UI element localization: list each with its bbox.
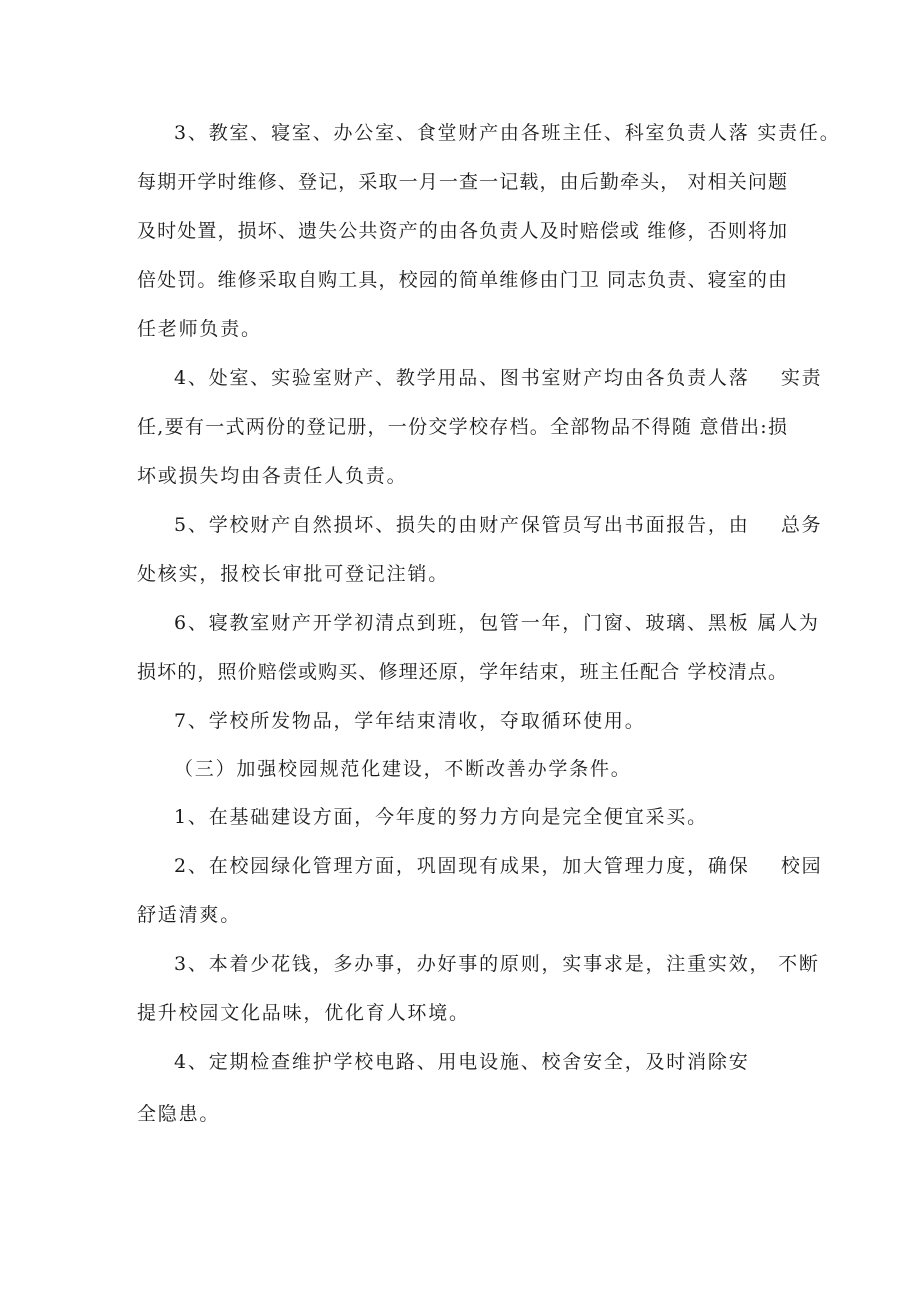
text-line: 及时处置，损坏、遗失公共资产的由各负责人及时赔偿或 维修，否则将加 — [137, 220, 787, 242]
text-line: 7、学校所发物品，学年结束清收，夺取循环使用。 — [174, 710, 646, 732]
text-line: 1、在基础建设方面，今年度的努力方向是完全便宜采买。 — [174, 806, 708, 828]
section-heading: （三）加强校园规范化建设，不断改善办学条件。 — [174, 758, 632, 780]
text-line: 5、学校财产自然损坏、损失的由财产保管员写出书面报告，由 总务 — [174, 514, 823, 536]
text-line: 3、教室、寝室、办公室、食堂财产由各班主任、科室负责人落 实责任。 — [174, 122, 841, 144]
text-line: 坏或损失均由各责任人负责。 — [137, 465, 408, 487]
text-line: 4、处室、实验室财产、教学用品、图书室财产均由各负责人落 实责 — [174, 367, 823, 389]
text-line: 任老师负责。 — [137, 318, 262, 340]
text-line: 6、寝教室财产开学初清点到班，包管一年，门窗、玻璃、黑板 属人为 — [174, 612, 820, 634]
text-line: 提升校园文化品味，优化育人环境。 — [137, 1002, 470, 1024]
text-line: 3、本着少花钱，多办事，办好事的原则，实事求是，注重实效， 不断 — [174, 953, 820, 975]
text-line: 每期开学时维修、登记，采取一月一查一记载，由后勤牵头， 对相关问题 — [137, 171, 787, 193]
text-line: 损坏的，照价赔偿或购买、修理还原，学年结束，班主任配合 学校清点。 — [137, 661, 787, 683]
text-line: 4、定期检查维护学校电路、用电设施、校舍安全，及时消除安 — [174, 1051, 750, 1073]
text-line: 2、在校园绿化管理方面，巩固现有成果，加大管理力度，确保 校园 — [174, 855, 823, 877]
text-line: 倍处罚。维修采取自购工具，校园的简单维修由门卫 同志负责、寝室的由 — [137, 269, 787, 291]
text-line: 全隐患。 — [137, 1103, 221, 1125]
text-line: 任,要有一式两份的登记册，一份交学校存档。全部物品不得随 意借出:损 — [137, 416, 787, 438]
text-line: 舒适清爽。 — [137, 904, 242, 926]
text-line: 处核实，报校长审批可登记注销。 — [137, 563, 450, 585]
